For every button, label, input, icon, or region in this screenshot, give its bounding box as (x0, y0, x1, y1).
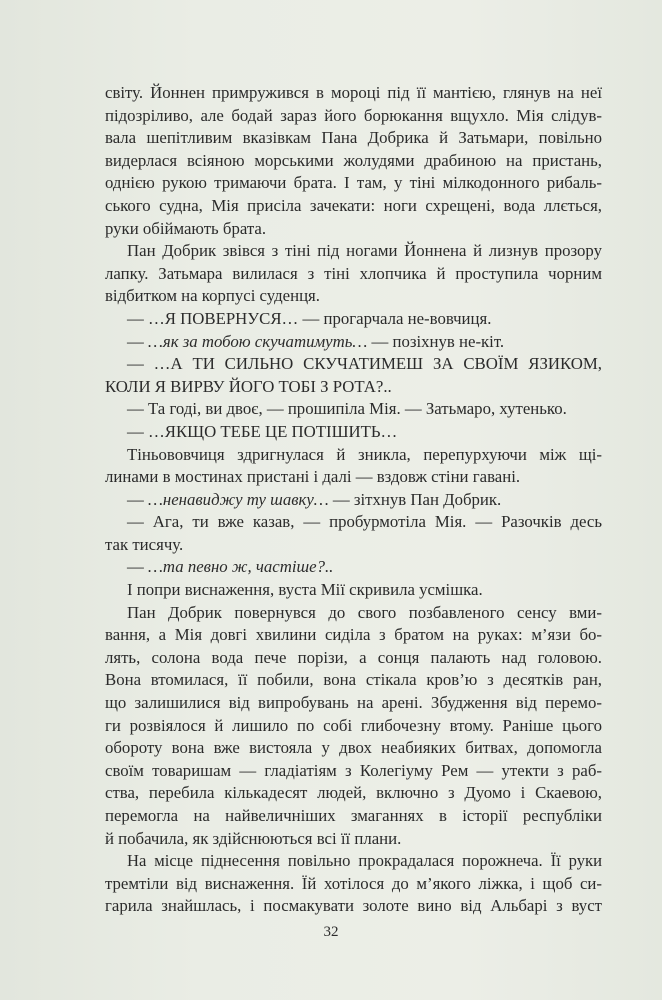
text-line: лапку. Затьмара вилилася з тіні хлопчика й проступила чорним (105, 263, 602, 283)
text-line: тремтіли від виснаження. Їй хотілося до м’якого ліжка, і щоб си- (105, 873, 602, 893)
text-line: ства, перебила кількадесят людей, включно з Дуомо і Скаевою, (105, 783, 602, 803)
text-line: Тіньововчиця здригнулася й зникла, перепурхуючи між щі- (127, 444, 602, 464)
text-line: Пан Добрик повернувся до свого позбавленого сенсу вми- (127, 602, 602, 622)
text-line: Вона втомилася, її побили, вона стікала кров’ю з десятків ран, (105, 670, 602, 690)
text-line: світу. Йоннен примружився в мороці під її мантією, глянув на неї (105, 83, 602, 102)
text-line: вання, а Мія довгі хвилини сиділа з братом на руках: м’язи бо- (105, 625, 602, 645)
dialogue-line: — …ЯКЩО ТЕБЕ ЦЕ ПОТІШИТЬ… (127, 421, 398, 441)
text-line: обороту вона вже вистояла у двох неабияких битвах, допомогла (105, 738, 602, 758)
text-line: ського судна, Мія присіла зачекати: ноги схрещені, вода ллється, (105, 195, 602, 215)
text-line: своїм товаришам — гладіатіям з Колегіуму Рем — утекти з раб- (105, 760, 602, 780)
text-line: гарила знайшлась, і посмакувати золоте вино від Альбарі з вуст (105, 896, 602, 916)
dialogue-line: КОЛИ Я ВИРВУ ЙОГО ТОБІ З РОТА?.. (105, 376, 392, 396)
text-line: ги розвіялося й лишило по собі глибочезну втому. Раніше цього (105, 715, 602, 735)
text-line: Пан Добрик звівся з тіні під ногами Йоннена й лизнув прозору (127, 241, 602, 261)
dialogue-line: так тисячу. (105, 534, 184, 554)
dialogue-line: — Та годі, ви двоє, — прошипіла Мія. — Затьмаро, хутенько. (127, 399, 567, 419)
text-line: що залишилися від випробувань на арені. Збудження від перемо- (105, 693, 602, 713)
text-line: І попри виснаження, вуста Мії скривила усмішка. (127, 580, 483, 600)
text-line: видерлася всіяною морськими жолудями драбиною на пристань, (105, 150, 602, 170)
text-line: На місце піднесення повільно прокрадалася порожнеча. Її руки (127, 851, 602, 871)
text-line: перемогла на найвеличніших змаганнях в історії республіки (105, 806, 602, 825)
text-line: однією рукою тримаючи брата. І там, у тіні мілкодонного рибаль- (105, 173, 602, 193)
text-line: підозріливо, але бодай зараз його борюкання вщухло. Мія слідув- (105, 105, 602, 125)
text-line: линами в мостинах пристані і далі — вздовж стіни гавані. (105, 467, 521, 487)
text-line: відбитком на корпусі суденця. (105, 286, 320, 306)
page-number: 32 (323, 924, 339, 940)
dialogue-line: — …А ТИ СИЛЬНО СКУЧАТИМЕШ ЗА СВОЇМ ЯЗИКОМ, (127, 354, 602, 374)
text-line: й побачила, як здійснюються всі її плани. (105, 828, 402, 848)
dialogue-line: — Ага, ти вже казав, — пробурмотіла Мія. — Разочків десь (127, 512, 602, 532)
text-line: вала шепітливим вказівкам Пана Добрика й Затьмари, повільно (105, 128, 602, 148)
dialogue-line: — …ненавиджу ту шавку… — зітхнув Пан Добрик. (127, 489, 502, 509)
body-text (105, 82, 602, 918)
dialogue-line: — …як за тобою скучатимуть… — позіхнув не-кіт. (127, 331, 505, 351)
dialogue-line: — …та певно ж, частіше?.. (127, 557, 334, 577)
text-line: руки обіймають брата. (105, 218, 267, 238)
text-line: лять, солона вода пече порізи, а сонця палають над головою. (105, 647, 602, 667)
dialogue-line: — …Я ПОВЕРНУСЯ… — прогарчала не-вовчиця. (127, 308, 492, 328)
